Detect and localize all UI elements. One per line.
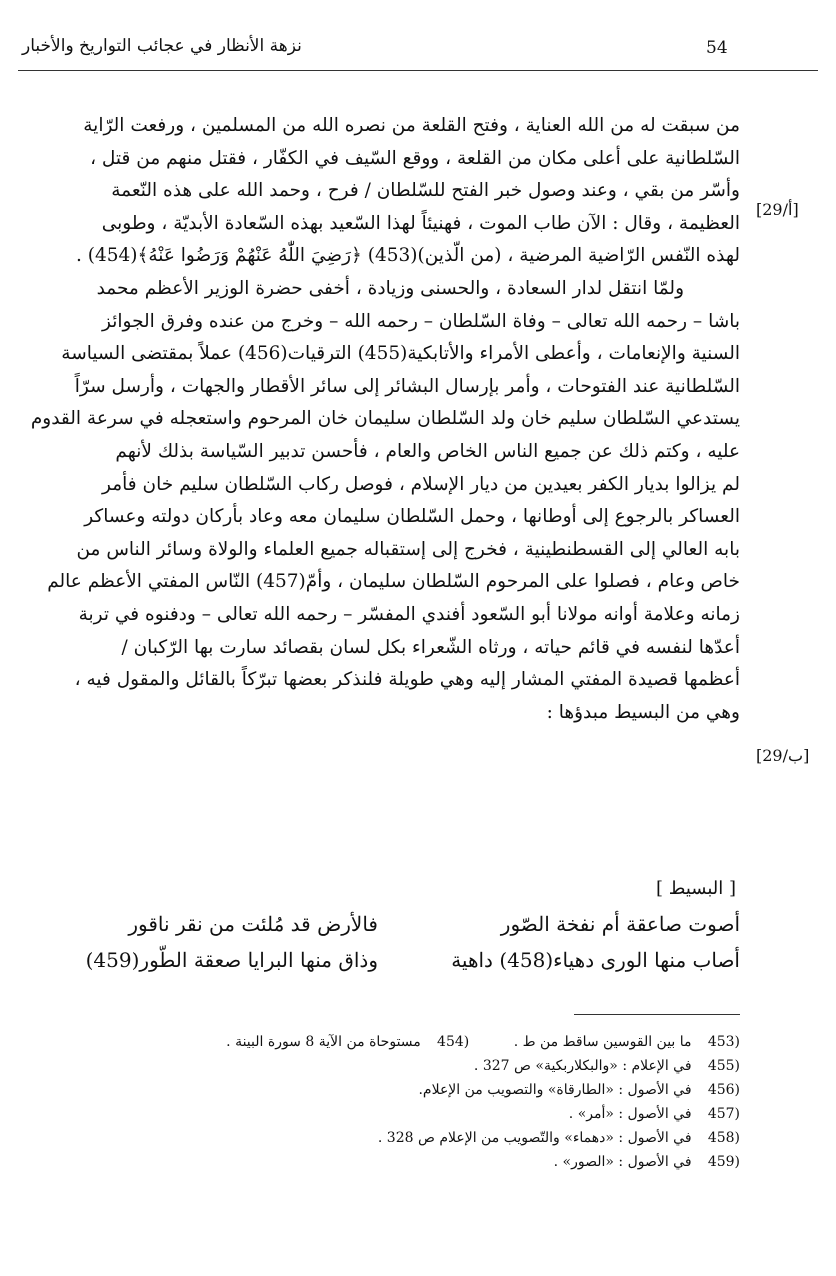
text-line: ولمّا انتقل لدار السعادة ، والحسنى وزيادة ، أخفى حضرة الوزير الأعظم محمد [96,277,684,299]
footnote [80,1030,740,1054]
poem-verse [18,912,740,946]
footnote-text: في الأصول : «أمر» . [568,1106,692,1122]
verse-first-hemistich: أصوت صاعقة أم نفخة الصّور [500,912,740,936]
running-title: نزهة الأنظار في عجائب التواريخ والأخبار [22,36,302,56]
text-line: يستدعي السّلطان سليم خان ولد السّلطان سليمان خان المرحوم واستعجله في سرعة القدوم [30,408,740,430]
text-line: وأسّر من بقي ، وعند وصول خبر الفتح للسّلطان / فرح ، وحمد الله على هذه النّعمة [111,180,740,202]
text-line: لهذه النّفس الرّاضية المرضية ، (من الّذين)(453) ﴿رَضِيَ اللّٰهُ عَنْهُمْ وَرَضُوا عَنْهُ﴾(454) . [75,245,740,267]
footnote-number: 456) [707,1082,740,1098]
margin-folio-ref: [29/ب] [756,746,810,765]
footnotes [80,1030,740,1174]
verse-first-hemistich: أصاب منها الورى دهياء(458) داهية [451,948,740,972]
footnote [80,1126,740,1150]
text-line: خاص وعام ، فصلوا على المرحوم السّلطان سليمان ، وأمّ(457) النّاس المفتي الأعظم عالم [47,571,740,593]
footnote-number: 458) [707,1130,740,1146]
footnote-text: في الأصول : «دهماء» والتّصويب من الإعلام ص 328 . [377,1130,692,1146]
header-rule [18,70,818,71]
verse-second-hemistich: وذاق منها البرايا صعقة الطّور(459) [85,948,378,972]
footnote [80,1102,740,1126]
page-number: 54 [706,38,728,58]
text-line: باشا – رحمه الله تعالى – وفاة السّلطان – رحمه الله – وخرج من عنده وفرق الجوائز [102,310,740,332]
text-line: أعظمها قصيدة المفتي المشار إليه وهي طويلة فلنذكر بعضها تبرّكاً بالقائل والمقول فيه ، [74,669,740,691]
text-line: عليه ، وكتم ذلك عن جميع الناس الخاص والعام ، فأحسن تدبير السّياسة بذلك لأنهم [115,440,740,462]
text-line: لم يزالوا بديار الكفر بعيدين من ديار الإسلام ، فوصل ركاب السّلطان سليم خان فأمر [102,473,740,495]
footnote-number: 459) [707,1154,740,1170]
footnote-rule [574,1014,740,1015]
poem-verse [18,948,740,982]
text-line: السنية والإنعامات ، وأعطى الأمراء والأتابكية(455) الترقيات(456) عملاً بمقتضى السياسة [61,343,740,365]
footnote-text: في الأصول : «الطارقاة» والتصويب من الإعلام. [418,1082,692,1098]
footnote-text: في الأصول : «الصور» . [553,1154,692,1170]
footnote-number: 454) [437,1034,470,1050]
text-line: السّلطانية على أعلى مكان من القلعة ، ووقع السّيف في الكفّار ، فقتل منهم من قتل ، [90,147,740,169]
footnote-number: 455) [707,1058,740,1074]
footnote [80,1150,740,1174]
text-line: العساكر بالرجوع إلى أوطانها ، وحمل السّلطان سليمان معه وعاد بأركان دولته وعساكر [84,506,740,528]
footnote-text: ما بين القوسين ساقط من ط . [513,1034,692,1050]
meter-label: [ البسيط ] [656,878,736,899]
text-line: من سبقت له من الله العناية ، وفتح القلعة من نصره الله من المسلمين ، ورفعت الرّاية [83,115,740,136]
verse-second-hemistich: فالأرض قد مُلئت من نقر ناقور [128,912,378,936]
text-line: أعدّها لنفسه في قائم حياته ، ورثاه الشّعراء بكل لسان بقصائد سارت بها الرّكبان / [121,636,740,658]
footnote-number: 457) [707,1106,740,1122]
footnote-text: مستوحاة من الآية 8 سورة البينة . [226,1034,421,1050]
margin-folio-ref: [29/أ] [756,200,799,219]
footnote-number: 453) [707,1034,740,1050]
text-line: زمانه وعلامة أوانه مولانا أبو السّعود أفندي المفسّر – رحمه الله تعالى – ودفنوه في تربة [78,603,740,625]
footnote-text: في الإعلام : «والبكلاربكية» ص 327 . [473,1058,692,1074]
text-line: العظيمة ، وقال : الآن طاب الموت ، فهنيئاً لهذا السّعيد بهذه السّعادة الأبديّة ، وطوبى [101,212,740,234]
text-line: السّلطانية عند الفتوحات ، وأمر بإرسال البشائر إلى سائر الأقطار والجهات ، وأرسل سرّاً [74,375,740,397]
footnote [80,1054,740,1078]
footnote [80,1078,740,1102]
text-line: بابه العالي إلى القسطنطينية ، فخرج إلى إستقباله جميع العلماء والولاة وسائر الناس من [76,538,740,560]
body-text [18,110,740,729]
text-line: وهي من البسيط مبدؤها : [546,701,740,723]
